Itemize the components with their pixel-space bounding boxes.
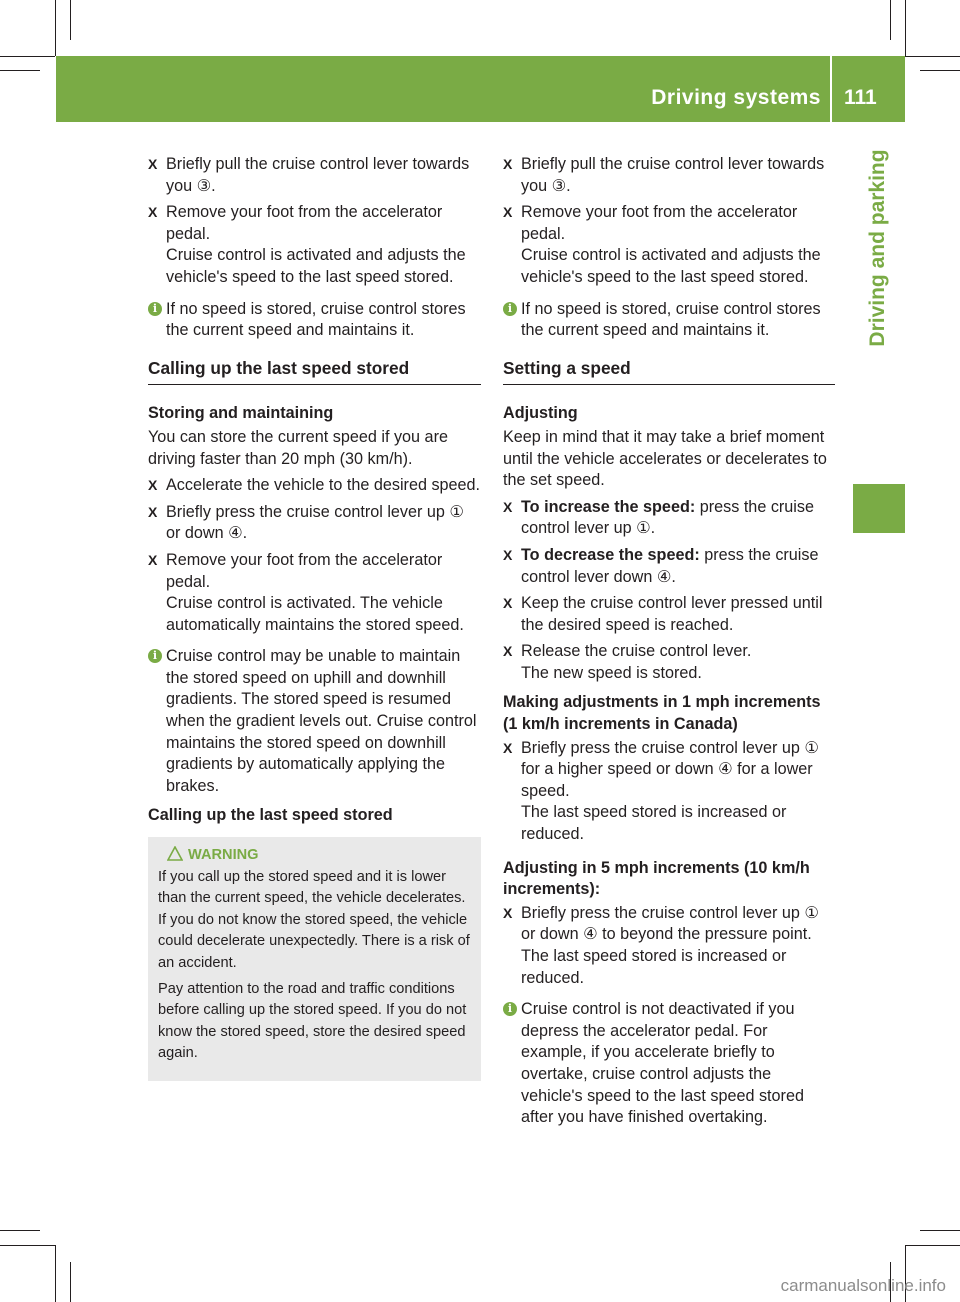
watermark: carmanualsonline.info bbox=[780, 1276, 946, 1295]
warning-box bbox=[148, 837, 481, 1081]
step-arrow-icon: X bbox=[503, 156, 513, 172]
instruction-step: X Briefly press the cruise control lever up ① for a higher speed or down ④ for a lower speed. bbox=[503, 738, 819, 800]
info-icon: i bbox=[503, 1002, 517, 1016]
crop-mark bbox=[0, 56, 55, 57]
instruction-step: X Release the cruise control lever. bbox=[503, 641, 835, 663]
paragraph: You can store the current speed if you are driving faster than 20 mph (30 km/h). bbox=[148, 427, 448, 468]
warning-text: If you call up the stored speed and it is lower than the current speed, the vehicle decelerates. If you do not know the stored speed, the vehicle could decelerate unexpectedly. There is a risk of an accident. bbox=[158, 868, 470, 971]
info-note: i Cruise control is not deactivated if you depress the accelerator pedal. For example, if you accelerate briefly to overtake, cruise control adjusts the vehicle's speed to the last speed stored after you have finished overtaking. bbox=[503, 999, 835, 1129]
step-arrow-icon: X bbox=[503, 643, 513, 660]
right-column bbox=[503, 154, 835, 1145]
chapter-tab-label: Driving and parking bbox=[866, 149, 889, 347]
info-icon: i bbox=[503, 302, 517, 316]
crop-mark bbox=[70, 1262, 71, 1302]
info-icon: i bbox=[148, 302, 162, 316]
step-arrow-icon: X bbox=[503, 739, 513, 756]
step-result: The last speed stored is increased or reduced. bbox=[521, 947, 787, 987]
step-result: Cruise control is activated. The vehicle automatically maintains the stored speed. bbox=[166, 594, 464, 634]
step-arrow-icon: X bbox=[503, 904, 513, 921]
step-result: The last speed stored is increased or reduced. bbox=[521, 803, 787, 844]
left-column bbox=[148, 154, 481, 1081]
subheading: Adjusting bbox=[503, 404, 578, 423]
step-arrow-icon: X bbox=[503, 498, 513, 515]
chapter-marker-block bbox=[853, 484, 905, 533]
subheading: Adjusting in 5 mph increments (10 km/h increments): bbox=[503, 858, 810, 899]
instruction-step: X Keep the cruise control lever pressed until the desired speed is reached. bbox=[503, 594, 823, 634]
crop-mark bbox=[920, 1230, 960, 1231]
subheading: Storing and maintaining bbox=[148, 404, 334, 423]
crop-mark bbox=[55, 0, 56, 56]
step-result: Cruise control is activated and adjusts the vehicle's speed to the last speed stored. bbox=[166, 246, 466, 286]
step-arrow-icon: X bbox=[503, 546, 513, 563]
crop-mark bbox=[55, 1245, 56, 1302]
info-note: i If no speed is stored, cruise control stores the current speed and maintains it. bbox=[148, 299, 481, 342]
instruction-step: X Briefly pull the cruise control lever towards you ③. bbox=[148, 155, 470, 195]
subheading: Calling up the last speed stored bbox=[148, 806, 393, 825]
info-note: i Cruise control may be unable to maintain the stored speed on uphill and downhill gradients. The stored speed is resumed when the gradient levels out. Cruise control maintains the stored speed on downhill gradients by automatically applying the brakes. bbox=[148, 646, 481, 797]
step-arrow-icon: X bbox=[503, 595, 513, 612]
warning-heading: WARNING bbox=[158, 845, 471, 867]
instruction-step: X Accelerate the vehicle to the desired speed. bbox=[148, 475, 481, 497]
step-arrow-icon: X bbox=[503, 204, 513, 221]
info-note: i If no speed is stored, cruise control stores the current speed and maintains it. bbox=[503, 299, 835, 342]
crop-mark bbox=[920, 70, 960, 71]
instruction-step: X Briefly press the cruise control lever up ① or down ④. bbox=[148, 502, 464, 543]
subheading: Making adjustments in 1 mph increments (1 km/h increments in Canada) bbox=[503, 693, 821, 734]
instruction-step: X Briefly pull the cruise control lever towards you ③. bbox=[503, 155, 825, 195]
step-arrow-icon: X bbox=[148, 156, 158, 172]
paragraph: Keep in mind that it may take a brief moment until the vehicle accelerates or decelerates to the set speed. bbox=[503, 427, 827, 490]
crop-mark bbox=[905, 0, 906, 56]
section-heading: Calling up the last speed stored bbox=[148, 358, 481, 386]
step-result: The new speed is stored. bbox=[521, 663, 702, 682]
crop-mark bbox=[0, 1230, 40, 1231]
section-heading: Setting a speed bbox=[503, 358, 835, 386]
crop-mark bbox=[0, 1245, 55, 1246]
crop-mark bbox=[890, 0, 891, 40]
crop-mark bbox=[0, 70, 40, 71]
instruction-step: X Briefly press the cruise control lever up ① or down ④ to beyond the pressure point. bbox=[503, 903, 819, 944]
instruction-step: X To decrease the speed: press the cruise control lever down ④. bbox=[503, 545, 819, 586]
step-result: Cruise control is activated and adjusts the vehicle's speed to the last speed stored. bbox=[521, 246, 821, 286]
warning-triangle-icon bbox=[167, 846, 183, 869]
step-arrow-icon: X bbox=[148, 477, 158, 494]
instruction-step: X Remove your foot from the accelerator pedal. bbox=[148, 550, 443, 591]
crop-mark bbox=[905, 56, 960, 57]
page-header bbox=[56, 56, 905, 122]
warning-text: Pay attention to the road and traffic conditions before calling up the stored speed. If you do not know the stored speed, store the desired speed again. bbox=[158, 980, 467, 1062]
section-header-title: Driving systems bbox=[651, 86, 821, 109]
instruction-step: X To increase the speed: press the cruise control lever up ①. bbox=[503, 497, 814, 538]
instruction-step: X Remove your foot from the accelerator pedal. bbox=[148, 203, 443, 243]
crop-mark bbox=[70, 0, 71, 40]
info-icon: i bbox=[148, 649, 162, 663]
instruction-step: X Remove your foot from the accelerator pedal. bbox=[503, 203, 798, 243]
page-number: 111 bbox=[844, 86, 877, 109]
header-divider bbox=[830, 56, 832, 122]
step-arrow-icon: X bbox=[148, 551, 158, 568]
crop-mark bbox=[905, 1245, 960, 1246]
step-arrow-icon: X bbox=[148, 503, 158, 520]
step-arrow-icon: X bbox=[148, 204, 158, 221]
